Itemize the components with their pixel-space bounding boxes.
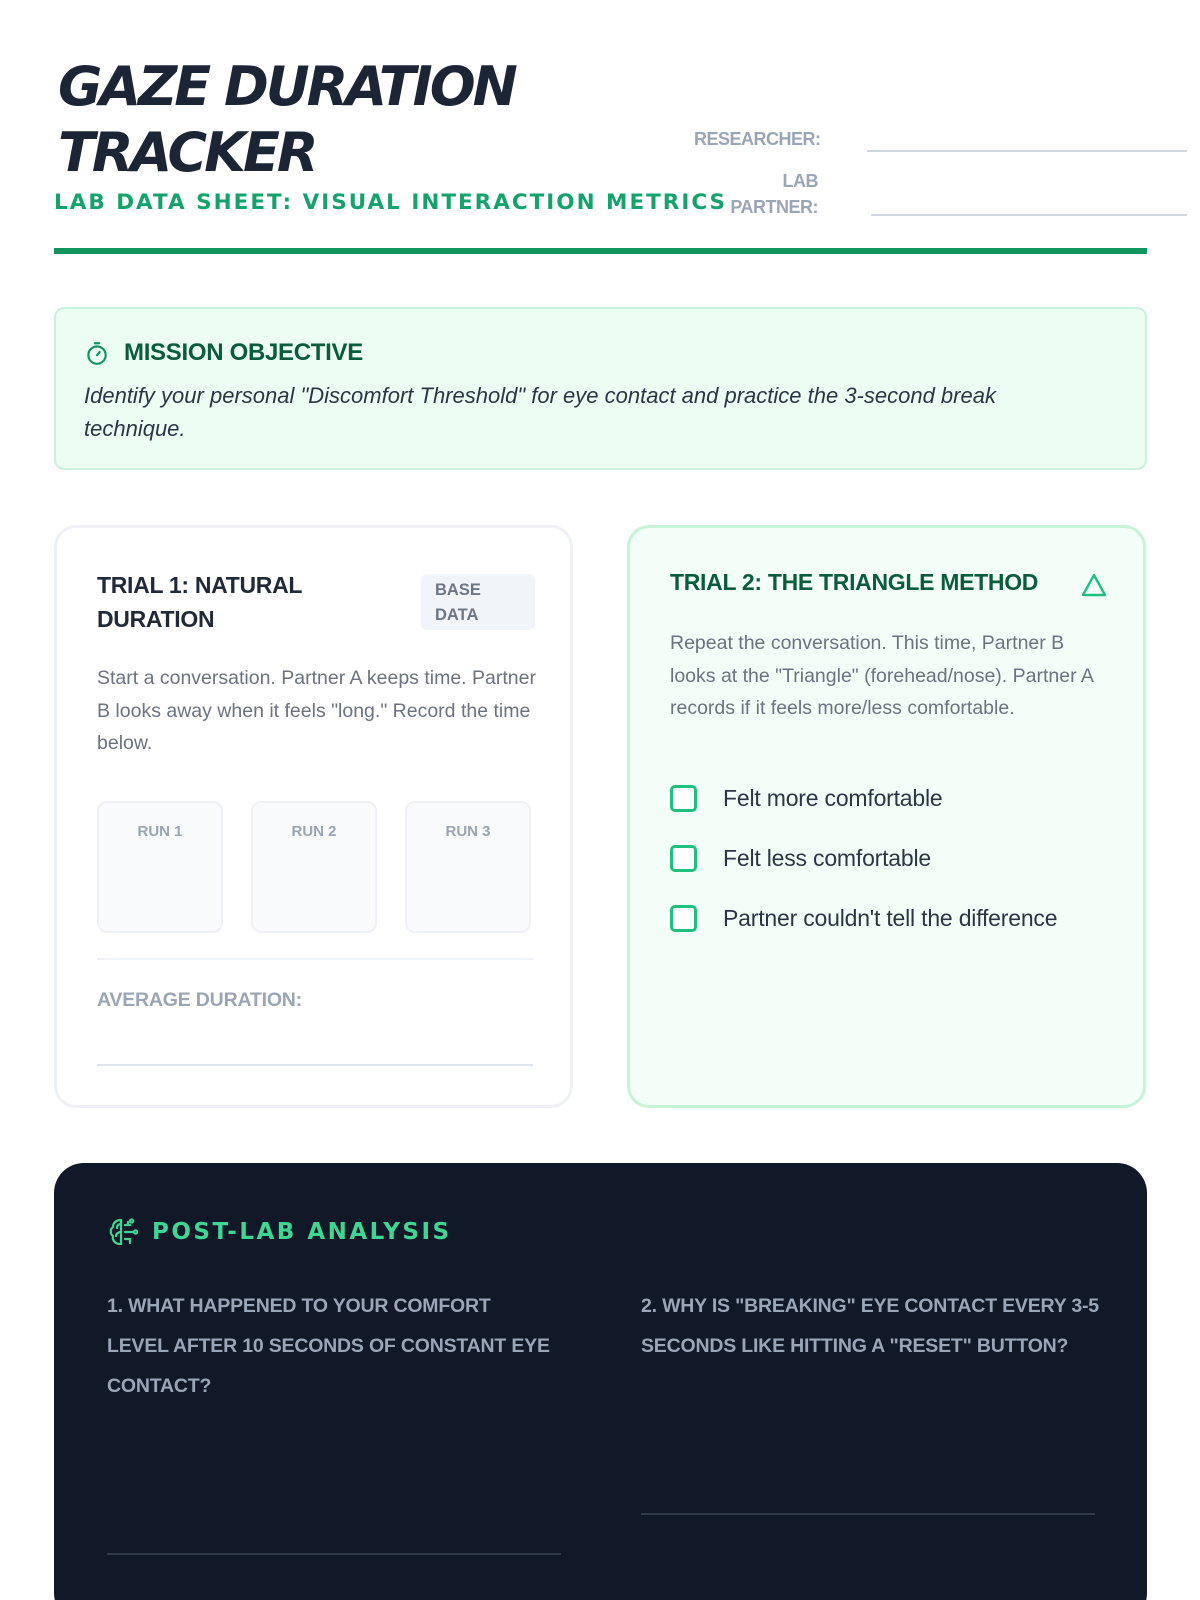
- analysis-question-2: 2. WHY IS "BREAKING" EYE CONTACT EVERY 3-5 SECONDS LIKE HITTING A "RESET" BUTTON?: [641, 1295, 1099, 1357]
- analysis-question-1: 1. WHAT HAPPENED TO YOUR COMFORT LEVEL AFTER 10 SECONDS OF CONSTANT EYE CONTACT?: [107, 1295, 550, 1397]
- trial-1-divider: [97, 958, 533, 960]
- triangle-icon: [1080, 572, 1108, 598]
- checklist-label: Felt more comfortable: [723, 784, 943, 811]
- lab-partner-input-line[interactable]: [871, 214, 1187, 216]
- trial-2-instructions: Repeat the conversation. This time, Partner B looks at the "Triangle" (forehead/nose). Partner A records if it feels more/less comfortable.: [670, 632, 1093, 719]
- lab-partner-field: [694, 168, 818, 220]
- researcher-field: [694, 126, 821, 152]
- brain-icon: [108, 1216, 138, 1248]
- objective-title: MISSION OBJECTIVE: [124, 339, 363, 366]
- run-1-box[interactable]: [97, 801, 223, 933]
- checkbox[interactable]: [670, 785, 697, 812]
- run-3-label: RUN 3: [445, 823, 491, 840]
- checkbox[interactable]: [670, 905, 697, 932]
- comfort-checklist: [670, 768, 1057, 948]
- checklist-item[interactable]: [670, 888, 1057, 948]
- run-1-label: RUN 1: [137, 823, 183, 840]
- base-data-badge: BASE DATA: [421, 574, 535, 630]
- post-lab-heading: [108, 1216, 452, 1248]
- page-title: GAZE DURATION TRACKER: [58, 55, 515, 184]
- trial-2-card: [627, 525, 1146, 1108]
- answer-1-line[interactable]: [107, 1553, 561, 1555]
- checkbox[interactable]: [670, 845, 697, 872]
- run-2-label: RUN 2: [291, 823, 337, 840]
- checklist-item[interactable]: [670, 828, 1057, 888]
- checklist-label: Felt less comfortable: [723, 844, 931, 871]
- objective-text: Identify your personal "Discomfort Threshold" for eye contact and practice the 3-second break technique.: [84, 383, 996, 441]
- checklist-label: Partner couldn't tell the difference: [723, 904, 1058, 931]
- run-2-box[interactable]: [251, 801, 377, 933]
- answer-2-line[interactable]: [641, 1513, 1095, 1515]
- stopwatch-icon: [84, 340, 110, 366]
- run-3-box[interactable]: [405, 801, 531, 933]
- mission-objective-box: [54, 307, 1147, 470]
- trial-2-title: TRIAL 2: THE TRIANGLE METHOD: [670, 569, 1039, 595]
- post-lab-title: POST-LAB ANALYSIS: [152, 1219, 452, 1245]
- header: [54, 54, 1147, 256]
- researcher-input-line[interactable]: [867, 150, 1187, 152]
- trial-1-instructions: Start a conversation. Partner A keeps time. Partner B looks away when it feels "long." Record the time below.: [97, 667, 536, 754]
- trial-1-title: TRIAL 1: NATURAL DURATION: [97, 572, 302, 632]
- trial-1-card: [54, 525, 573, 1108]
- researcher-label: RESEARCHER:: [694, 129, 821, 149]
- average-duration-input-line[interactable]: [97, 1064, 533, 1066]
- run-boxes: [97, 801, 533, 933]
- average-duration-label: AVERAGE DURATION:: [97, 989, 302, 1011]
- page-subtitle: LAB DATA SHEET: VISUAL INTERACTION METRICS: [54, 190, 728, 215]
- lab-partner-label: LAB PARTNER:: [730, 171, 818, 217]
- checklist-item[interactable]: [670, 768, 1057, 828]
- post-lab-analysis-panel: [54, 1163, 1147, 1600]
- header-rule: [54, 248, 1147, 254]
- objective-heading: [84, 339, 363, 367]
